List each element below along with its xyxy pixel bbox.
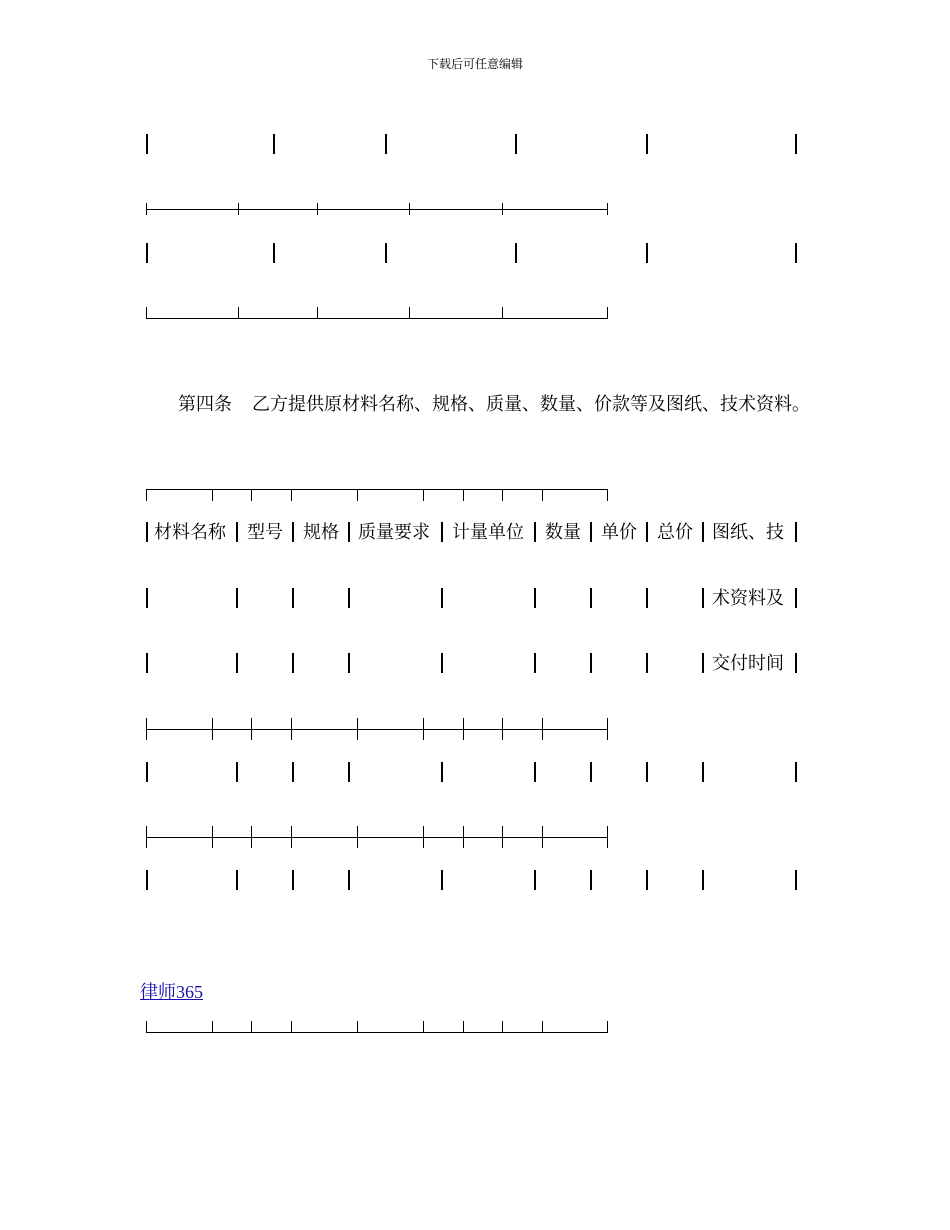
materials-table-data-row-2 xyxy=(0,870,950,894)
header-spec: 规格 xyxy=(303,522,339,543)
header-drawings: 图纸、技 xyxy=(712,522,784,543)
lawyer365-link[interactable]: 律师365 xyxy=(140,982,203,1002)
materials-table-data-row-1 xyxy=(0,762,950,786)
header-drawings-cont-2: 交付时间 xyxy=(712,653,784,674)
header-quantity: 数量 xyxy=(545,522,581,543)
article-paragraph xyxy=(178,393,810,417)
header-total-price: 总价 xyxy=(657,522,693,543)
page-header: 下载后可任意编辑 xyxy=(426,57,523,71)
header-quality: 质量要求 xyxy=(358,522,430,543)
header-unit-price: 单价 xyxy=(601,522,637,543)
header-drawings-cont-1: 术资料及 xyxy=(712,588,784,609)
materials-table-header-row-3 xyxy=(0,653,950,677)
upper-table-row-2 xyxy=(0,243,950,267)
upper-table-row-1 xyxy=(0,134,950,158)
header-model: 型号 xyxy=(247,522,283,543)
article-text: 乙方提供原材料名称、规格、质量、数量、价款等及图纸、技术资料。 xyxy=(252,394,810,415)
header-unit: 计量单位 xyxy=(452,522,524,543)
materials-table-header-row xyxy=(0,522,950,546)
materials-table-header-row-2 xyxy=(0,588,950,612)
article-number: 第四条 xyxy=(178,394,232,415)
header-material-name: 材料名称 xyxy=(154,522,226,543)
